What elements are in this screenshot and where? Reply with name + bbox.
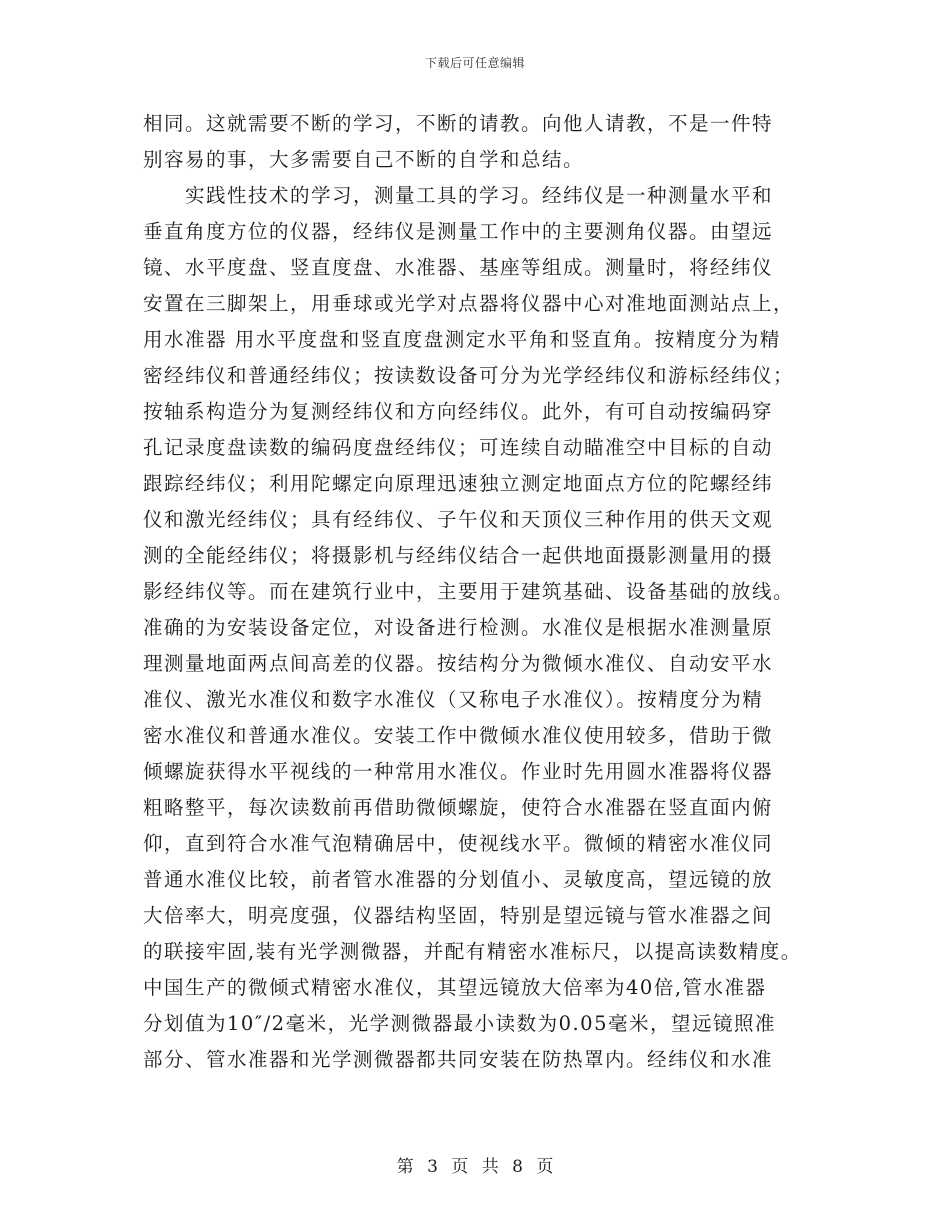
text-line: 准仪、激光水准仪和数字水准仪（又称电子水准仪）。按精度分为精 <box>143 688 764 711</box>
text-line: 实践性技术的学习，测量工具的学习。经纬仪是一种测量水平和 <box>143 184 774 207</box>
text-line: 大倍率大，明亮度强，仪器结构坚固，特别是望远镜与管水准器之间 <box>143 904 774 927</box>
text-line: 测的全能经纬仪；将摄影机与经纬仪结合一起供地面摄影测量用的摄 <box>143 544 774 567</box>
header-note: 下载后可任意编辑 <box>424 56 525 70</box>
text-line: 倾螺旋获得水平视线的一种常用水准仪。作业时先用圆水准器将仪器 <box>143 760 774 783</box>
text-line: 按轴系构造分为复测经纬仪和方向经纬仪。此外，有可自动按编码穿 <box>143 400 774 423</box>
text-line: 的联接牢固,装有光学测微器，并配有精密水准标尺，以提高读数精度。 <box>143 940 802 963</box>
text-line: 跟踪经纬仪；利用陀螺定向原理迅速独立测定地面点方位的陀螺经纬 <box>143 472 774 495</box>
text-line: 粗略整平，每次读数前再借助微倾螺旋，使符合水准器在竖直面内俯 <box>143 796 774 819</box>
text-line: 部分、管水准器和光学测微器都共同安装在防热罩内。经纬仪和水准 <box>143 1048 774 1071</box>
text-line: 垂直角度方位的仪器，经纬仪是测量工作中的主要测角仪器。由望远 <box>143 220 774 243</box>
text-line: 准确的为安装设备定位，对设备进行检测。水准仪是根据水准测量原 <box>143 616 774 639</box>
text-line: 密水准仪和普通水准仪。安装工作中微倾水准仪使用较多，借助于微 <box>143 724 774 747</box>
text-line: 用水准器 用水平度盘和竖直度盘测定水平角和竖直角。按精度分为精 <box>143 328 781 351</box>
text-line: 理测量地面两点间高差的仪器。按结构分为微倾水准仪、自动安平水 <box>143 652 774 675</box>
text-line: 中国生产的微倾式精密水准仪，其望远镜放大倍率为40倍,管水准器 <box>143 976 767 999</box>
text-line: 别容易的事，大多需要自己不断的自学和总结。 <box>143 148 585 171</box>
text-line: 分划值为10″/2毫米，光学测微器最小读数为0.05毫米，望远镜照准 <box>143 1012 776 1035</box>
text-line: 相同。这就需要不断的学习，不断的请教。向他人请教，不是一件特 <box>143 112 774 135</box>
text-line: 普通水准仪比较，前者管水准器的分划值小、灵敏度高，望远镜的放 <box>143 868 774 891</box>
text-line: 孔记录度盘读数的编码度盘经纬仪；可连续自动瞄准空中目标的自动 <box>143 436 774 459</box>
text-line: 仰，直到符合水准气泡精确居中，使视线水平。微倾的精密水准仪同 <box>143 832 774 855</box>
text-line: 密经纬仪和普通经纬仪；按读数设备可分为光学经纬仪和游标经纬仪； <box>143 364 795 387</box>
text-line: 影经纬仪等。而在建筑行业中，主要用于建筑基础、设备基础的放线。 <box>143 580 795 603</box>
page-number: 第 3 页 共 8 页 <box>396 1157 554 1177</box>
text-line: 安置在三脚架上，用垂球或光学对点器将仪器中心对准地面测站点上， <box>143 292 795 315</box>
body-text <box>143 106 823 1078</box>
text-line: 镜、水平度盘、竖直度盘、水准器、基座等组成。测量时，将经纬仪 <box>143 256 774 279</box>
text-line: 仪和激光经纬仪；具有经纬仪、子午仪和天顶仪三种作用的供天文观 <box>143 508 774 531</box>
